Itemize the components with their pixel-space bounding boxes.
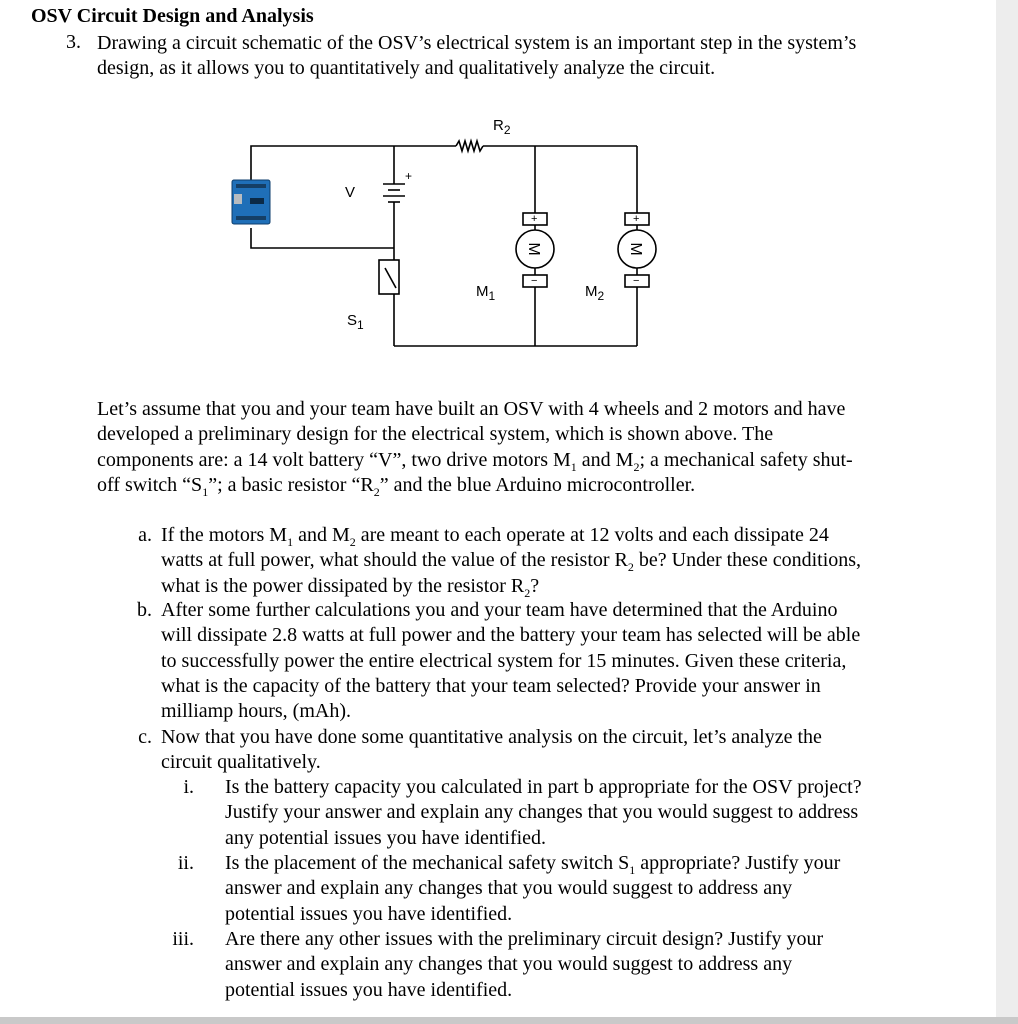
m2-plus-sign: + — [633, 213, 640, 225]
motor-m1-symbol: M — [525, 242, 542, 256]
part-b-marker: b. — [137, 599, 152, 621]
part-a-text: If the motors $M_1$ and $M_2$ are meant to each operate at 12 volts and each dissipate 24 watts at full power, what should the value of the resistor $R_2$ be? Under these conditions, what is the power dissipated by the resistor $R_2$? — [161, 524, 862, 600]
scrollbar-track[interactable] — [996, 0, 1018, 1024]
label-v: V — [345, 184, 356, 201]
part-a-marker: a. — [138, 524, 152, 546]
resistor-r2 — [456, 141, 483, 151]
bottom-bar — [0, 1017, 1018, 1024]
m1-plus-sign: + — [531, 213, 538, 225]
part-c-text: Now that you have done some quantitative analysis on the circuit, let’s analyze the circuit qualitatively. — [161, 726, 822, 774]
question-text: Drawing a circuit schematic of the OSV’s electrical system is an important step in the system’s design, as it allows you to quantitatively and qualitatively analyze the circuit. — [97, 32, 857, 79]
intro-paragraph: Let’s assume that you and your team have built an OSV with 4 wheels and 2 motors and have developed a preliminary design for the electrical system, which is shown above. The components are: a 14 volt battery “V”, two drive motors $M_1$ and $M_2$; a mechanical safety shut-off switch “$S_1$”; a basic resistor “$R_2$” and the blue Arduino microcontroller. — [97, 398, 853, 499]
m1-minus-sign: − — [531, 275, 538, 287]
label-m1: $M_1$ — [476, 283, 496, 303]
part-c-i-marker: i. — [183, 776, 194, 798]
label-r2: $R_2$ — [493, 117, 511, 137]
battery-plus-sign: + — [405, 169, 413, 183]
switch-s1-box — [379, 260, 399, 294]
m2-minus-sign: − — [633, 275, 640, 287]
part-c-ii-marker: ii. — [177, 852, 194, 874]
circuit-diagram — [220, 110, 680, 360]
part-c-iii-marker: iii. — [172, 928, 194, 950]
part-c-ii-text: Is the placement of the mechanical safety switch $S_1$ appropriate? Justify your answer and explain any changes that you would suggest to address any potential issues you have identified. — [225, 852, 841, 925]
arduino-wire-top — [251, 146, 394, 180]
motor-m2-symbol: M — [627, 242, 644, 256]
arduino-wire-bottom — [251, 228, 394, 248]
page-title: OSV Circuit Design and Analysis — [31, 5, 314, 27]
part-c-i-text: Is the battery capacity you calculated in part b appropriate for the OSV project? Justify your answer and explain any changes that you would suggest to address any potential issues you have identified. — [225, 776, 862, 849]
part-c-iii-text: Are there any other issues with the preliminary circuit design? Justify your answer and explain any changes that you would suggest to address any potential issues you have identified. — [225, 928, 824, 1001]
switch-s1-lever — [385, 268, 396, 288]
part-c-marker: c. — [138, 726, 152, 748]
label-s1: $S_1$ — [347, 312, 364, 332]
question-number: 3. — [66, 31, 81, 53]
arduino-icon — [232, 180, 270, 224]
part-b-text: After some further calculations you and your team have determined that the Arduino will dissipate 2.8 watts at full power and the battery your team has selected will be able to successfully power the entire electrical system for 15 minutes. Given these criteria, what is the capacity of the battery that your team selected? Provide your answer in milliamp hours, (mAh). — [161, 599, 861, 723]
label-m2: $M_2$ — [585, 283, 605, 303]
